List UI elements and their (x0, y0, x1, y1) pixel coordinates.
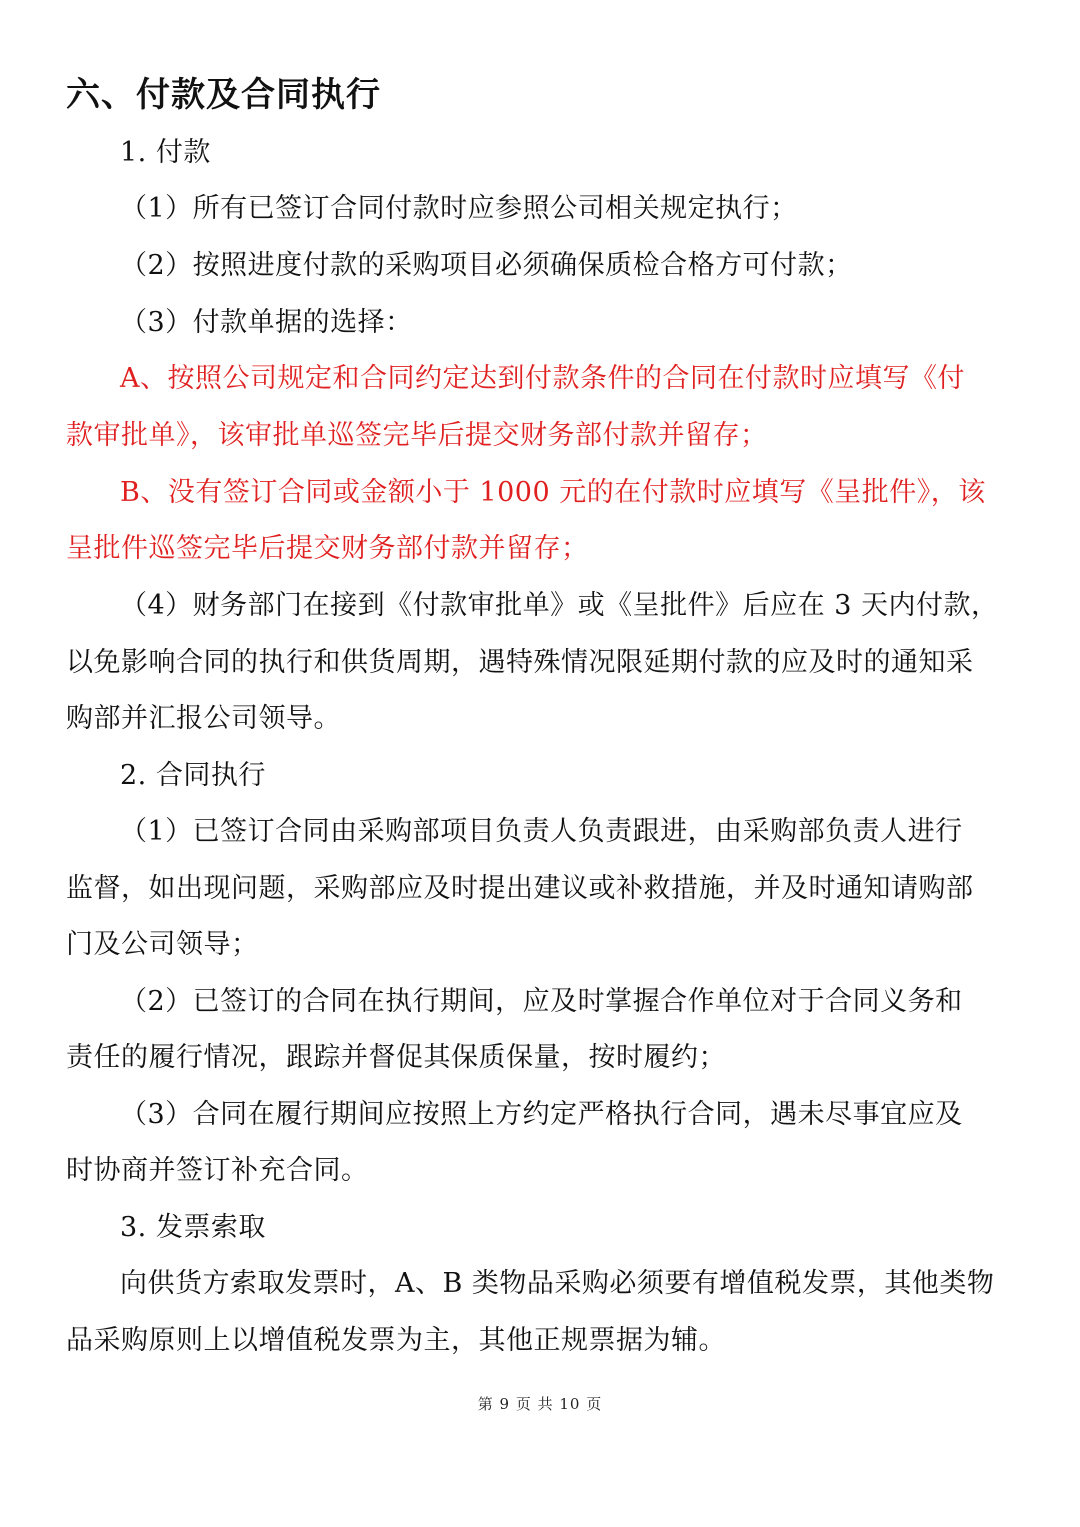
payment-item-2: （2）按照进度付款的采购项目必须确保质检合格方可付款； (120, 250, 853, 281)
payment-option-a-line-2: 款审批单》，该审批单巡签完毕后提交财务部付款并留存； (66, 420, 768, 451)
payment-option-b-line-1: B、没有签订合同或金额小于 1000 元的在付款时应填写《呈批件》，该 (120, 477, 986, 508)
execution-item-1-line-2: 监督，如出现问题，采购部应及时提出建议或补救措施，并及时通知请购部 (66, 873, 974, 904)
invoice-paragraph-line-1: 向供货方索取发票时，A、B 类物品采购必须要有增值税发票，其他类物 (120, 1268, 995, 1299)
payment-item-4-line-3: 购部并汇报公司领导。 (66, 703, 341, 734)
execution-item-2-line-1: （2）已签订的合同在执行期间，应及时掌握合作单位对于合同义务和 (120, 986, 963, 1017)
invoice-paragraph-line-2: 品采购原则上以增值税发票为主，其他正规票据为辅。 (66, 1325, 726, 1356)
payment-item-4-line-1: （4）财务部门在接到《付款审批单》或《呈批件》后应在 3 天内付款， (120, 590, 999, 621)
payment-option-b-line-2: 呈批件巡签完毕后提交财务部付款并留存； (66, 533, 589, 564)
payment-heading: 1. 付款 (120, 137, 211, 168)
payment-item-1: （1）所有已签订合同付款时应参照公司相关规定执行； (120, 193, 798, 224)
page-number-footer: 第 9 页 共 10 页 (477, 1395, 603, 1413)
execution-heading: 2. 合同执行 (120, 760, 266, 791)
payment-option-a-line-1: A、按照公司规定和合同约定达到付款条件的合同在付款时应填写《付 (120, 363, 965, 394)
section-title: 六、付款及合同执行 (66, 75, 381, 115)
payment-item-3: （3）付款单据的选择： (120, 307, 413, 338)
invoice-heading: 3. 发票索取 (120, 1212, 266, 1243)
execution-item-3-line-1: （3）合同在履行期间应按照上方约定严格执行合同，遇未尽事宜应及 (120, 1099, 963, 1130)
payment-item-4-line-2: 以免影响合同的执行和供货周期，遇特殊情况限延期付款的应及时的通知采 (66, 647, 974, 678)
execution-item-1-line-3: 门及公司领导； (66, 929, 259, 960)
execution-item-1-line-1: （1）已签订合同由采购部项目负责人负责跟进，由采购部负责人进行 (120, 816, 963, 847)
execution-item-3-line-2: 时协商并签订补充合同。 (66, 1155, 369, 1186)
execution-item-2-line-2: 责任的履行情况，跟踪并督促其保质保量，按时履约； (66, 1042, 726, 1073)
